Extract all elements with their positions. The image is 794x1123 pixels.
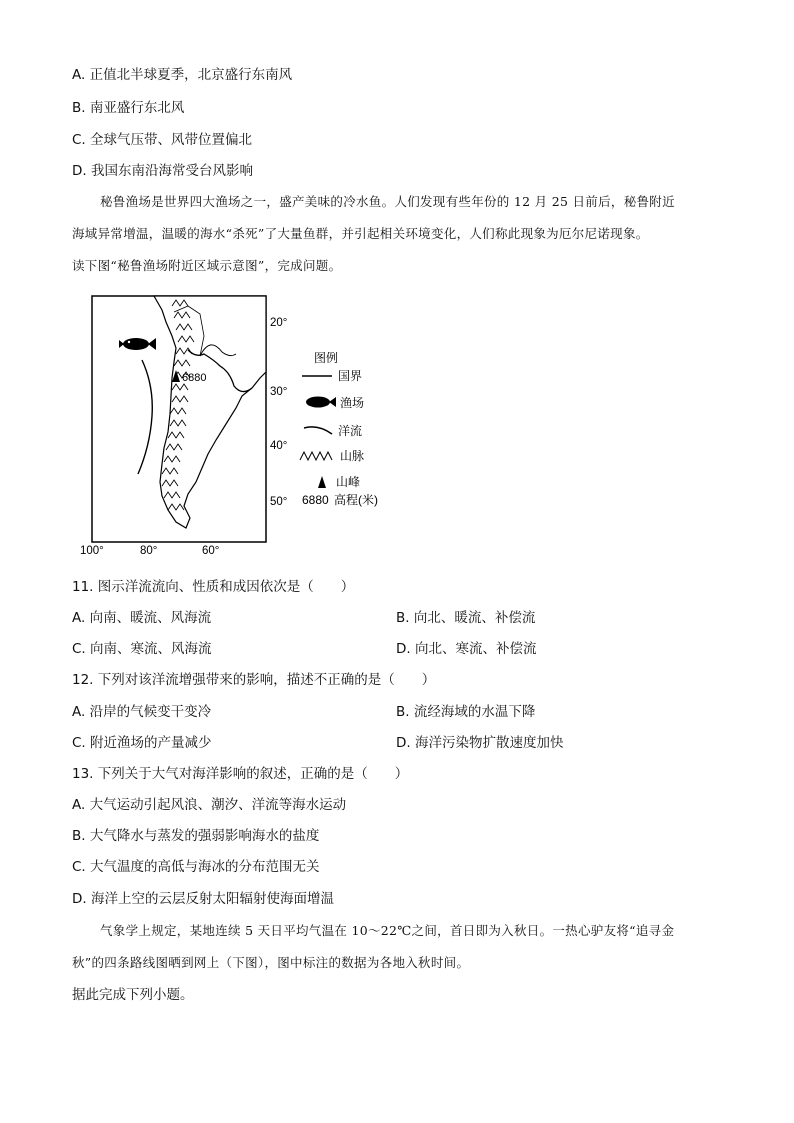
legend-fishery: 渔场 — [340, 396, 365, 410]
lon-label-100: 100° — [80, 545, 104, 557]
fishery-icon — [119, 338, 156, 350]
lon-label-60: 60° — [202, 545, 220, 557]
option-b: B. 南亚盛行东北风 — [72, 100, 185, 116]
legend-peak: 山峰 — [336, 475, 361, 489]
instruction-text: 据此完成下列小题。 — [72, 987, 194, 1003]
legend-peak-value: 6880 — [302, 493, 329, 507]
passage2-line1: 气象学上规定，某地连续 5 天日平均气温在 10～22℃之间，首日即为入秋日。一热心驴友将“追寻金 — [100, 923, 675, 938]
option-d: D. 我国东南沿海常受台风影响 — [72, 163, 253, 179]
lat-label-40: 40° — [270, 440, 288, 452]
q12-stem: 12. 下列对该洋流增强带来的影响，描述不正确的是（ ） — [72, 672, 436, 688]
q13-option-a: A. 大气运动引起风浪、潮汐、洋流等海水运动 — [72, 797, 347, 813]
passage1-line1: 秘鲁渔场是世界四大渔场之一，盛产美味的冷水鱼。人们发现有些年份的 12 月 25 日前后，秘鲁附近 — [100, 194, 675, 209]
lat-label-30: 30° — [270, 386, 288, 398]
legend-mountain-icon — [300, 452, 332, 460]
q13-stem: 13. 下列关于大气对海洋影响的叙述，正确的是（ ） — [72, 766, 409, 782]
legend-current: 洋流 — [338, 424, 363, 438]
legend-title: 图例 — [314, 351, 339, 365]
ocean-current — [138, 360, 152, 474]
passage1-line3: 读下图“秘鲁渔场附近区域示意图”，完成问题。 — [72, 258, 342, 273]
q12-option-d: D. 海洋污染物扩散速度加快 — [396, 735, 564, 751]
lat-label-50: 50° — [270, 496, 288, 508]
peak-label: 6880 — [182, 372, 207, 384]
legend-border: 国界 — [338, 369, 363, 383]
map-legend — [300, 350, 378, 507]
q11-option-d: D. 向北、寒流、补偿流 — [396, 641, 537, 657]
peru-fishery-map — [80, 296, 392, 557]
q11-option-c: C. 向南、寒流、风海流 — [72, 641, 212, 657]
passage1-line2: 海域异常增温，温暖的海水“杀死”了大量鱼群，并引起相关环境变化，人们称此现象为厄尔尼诺现象。 — [72, 226, 649, 241]
q11-option-a: A. 向南、暖流、风海流 — [72, 610, 212, 626]
legend-peak-unit: 高程(米) — [334, 493, 378, 507]
q13-option-b: B. 大气降水与蒸发的强弱影响海水的盐度 — [72, 828, 320, 844]
legend-fish-icon — [306, 397, 336, 408]
option-a: A. 正值北半球夏季，北京盛行东南风 — [72, 67, 293, 83]
option-c: C. 全球气压带、风带位置偏北 — [72, 132, 253, 148]
q12-option-c: C. 附近渔场的产量减少 — [72, 735, 212, 751]
q12-option-b: B. 流经海域的水温下降 — [396, 704, 536, 720]
q11-option-b: B. 向北、暖流、补偿流 — [396, 610, 536, 626]
q11-stem: 11. 图示洋流流向、性质和成因依次是（ ） — [72, 579, 355, 595]
passage2-line2: 秋”的四条路线图晒到网上（下图），图中标注的数据为各地入秋时间。 — [72, 955, 470, 970]
legend-peak-icon — [318, 476, 326, 488]
q12-option-a: A. 沿岸的气候变干变冷 — [72, 704, 212, 720]
lon-label-80: 80° — [140, 545, 158, 557]
q13-option-d: D. 海洋上空的云层反射太阳辐射使海面增温 — [72, 891, 334, 907]
legend-mountain: 山脉 — [340, 449, 365, 463]
q13-option-c: C. 大气温度的高低与海冰的分布范围无关 — [72, 859, 320, 875]
lat-label-20: 20° — [270, 317, 288, 329]
